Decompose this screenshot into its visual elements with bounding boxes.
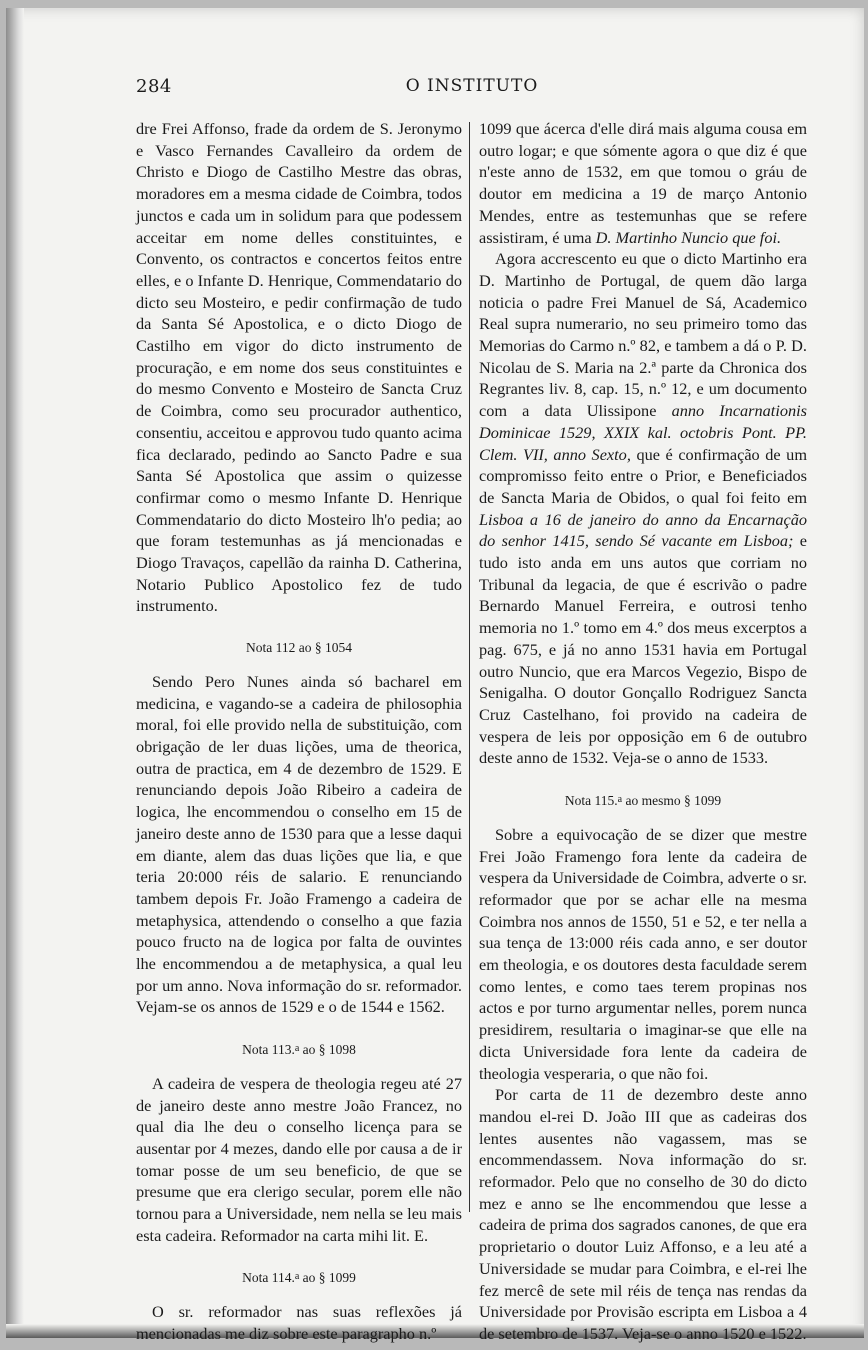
left-column: [136, 118, 462, 1345]
running-title: O INSTITUTO: [405, 76, 539, 96]
note-115-heading: [479, 789, 807, 812]
note-115-superscript: a: [617, 794, 623, 806]
note-113-text: A cadeira de vespera de theologia regeu até 27 de janeiro deste anno mestre João Francez, no qual dia lhe deu o conselho licença para se ausentar por 4 mezes, dando elle por causa a de ir tomar posse de um seu beneficio, de que se presume que era clerigo secular, porem elle não tornou para a Universidade, nem nella se leu mais esta cadeira. Reformador na carta mihi lit. E.: [136, 1073, 462, 1245]
note-114-paragraph-2: [479, 248, 807, 769]
note-115-reference: ao mesmo § 1099: [622, 793, 722, 809]
note-113-reference: ao § 1098: [299, 1042, 356, 1058]
note-114-continuation-text: 1099 que ácerca d'elle dirá mais alguma cousa em outro logar; e que sómente agora o que diz é que n'este anno de 1532, em que tomou o gráu de doutor em medicina a 19 de março Antonio Mendes, entre as testemunhas que se refere assistiram, é uma: [479, 119, 807, 247]
note-114-heading: [136, 1266, 462, 1289]
note-114-superscript: a: [294, 1271, 300, 1283]
p2-text-b: que é confirmação de um compromisso feito entre o Prior, e Beneficiados de Sancta Maria de Obidos, o qual foi feito em: [479, 444, 807, 507]
note-115-paragraph-1: Sobre a equivocação de se dizer que mestre Frei João Framengo fora lente da cadeira de vespera da Universidade de Coimbra, adverte o sr. reformador que por se achar elle na mesma Coimbra nos annos de 1550, 51 e 52, e ter nella a sua tença de 13:000 réis cada anno, e ser doutor em theologia, e os doutores desta faculdade serem como lentes, e como taes terem propinas nos actos e por turno argumentar nelles, porem nunca presidirem, resultaria o imaginar-se que elle na dicta Universidade fora lente da cadeira de theologia vesperaria, o que não foi.: [479, 824, 807, 1083]
note-114-reference: ao § 1099: [299, 1270, 356, 1286]
note-113-superscript: a: [294, 1043, 300, 1055]
note-112-text: Sendo Pero Nunes ainda só bacharel em medicina, e vagando-se a cadeira de philosophia moral, foi elle provido nella de substituição, com obrigação de ler duas lições, uma de theorica, outra de practica, em 4 de dezembro de 1529. E renunciando depois João Ribeiro a cadeira de logica, lhe encommendou o conselho em 15 de janeiro deste anno de 1530 para que a lesse daqui em diante, alem das duas lições que lia, e que teria 20:000 réis de salario. E renunciando tambem depois Fr. João Framengo a cadeira de metaphysica, attendendo o conselho a que fazia pouco fructo na de logica por falta de ouvintes lhe encommendou a de metaphysica, a qual leu por um anno. Nova informação do sr. reformador. Vejam-se os annos de 1529 e o de 1544 e 1562.: [136, 671, 462, 1017]
note-113-number: Nota 113.: [242, 1042, 295, 1058]
p2-italic-2: Lisboa a 16 de janeiro do anno da Encarnação do senhor 1415, sendo Sé vacante em Lisboa;: [479, 509, 807, 551]
page-gutter-shadow: [6, 8, 24, 1338]
note-114-number: Nota 114.: [242, 1270, 295, 1286]
note-115-number: Nota 115.: [564, 793, 618, 809]
p2-text-a: Agora accrescento eu que o dicto Martinho era D. Martinho de Portugal, de quem dão larga noticia o padre Frei Manuel de Sá, Academico Real supra numerario, no seu primeiro tomo das Memorias do Carmo n.º 82, e tambem a dá o P. D. Nicolau de S. Maria na 2.ª parte da Chronica dos Regrantes liv. 8, cap. 15, n.º 12, e um documento com a data Ulissipone: [479, 249, 807, 421]
note-115-paragraph-2: Por carta de 11 de dezembro deste anno mandou el-rei D. João III que as cadeiras dos lentes ausentes não vagassem, mas se encommendassem. Nova informação do sr. reformador. Pelo que no conselho de 30 do dicto mez e anno se lhe encommendou que lesse a cadeira de prima dos sagrados canones, de que era proprietario o doutor Luiz Affonso, e a leu até a Universidade se mudar para Coimbra, e el-rei lhe fez mercê de sete mil réis de tença nas rendas da Universidade por Provisão escripta em Lisboa a 4 de setembro de 1537. Veja-se o anno 1520 e 1522.: [479, 1085, 807, 1343]
note-113-heading: [136, 1038, 462, 1061]
column-divider: [469, 122, 470, 1212]
page-number: 284: [136, 76, 172, 97]
continued-paragraph: dre Frei Affonso, frade da ordem de S. Jeronymo e Vasco Fernandes Cavalleiro da ordem de Christo e Diogo de Castilho Mestre das obras, moradores em a mesma cidade de Coimbra, todos junctos e cada um in solidum para que podessem acceitar em nome delles constituintes, e Convento, os contractos e concertos feitos entre elles, e o Infante D. Henrique, Commendatario do dicto seu Mosteiro, e pedir confirmação de tudo da Santa Sé Apostolica, e o dicto Diogo de Castilho em vigor do dicto instrumento de procuração, e em nome dos seus constituintes e do mesmo Convento e Mosteiro de Sancta Cruz de Coimbra, como seu procurador authentico, consentiu, acceitou e approvou tudo quanto acima fica declarado, pedindo ao Sancto Padre e sua Santa Sé Apostolica que assim o quizesse confirmar como o mesmo Infante D. Henrique Commendatario do dicto Mosteiro lh'o pedia; ao que foram testemunhas as já mencionadas e Diogo Travaços, capellão da rainha D. Catherina, Notario Publico Apostolico fez de tudo instrumento.: [136, 119, 462, 616]
note-112-heading: Nota 112 ao § 1054: [246, 640, 352, 656]
p2-text-c: e tudo isto anda em uns autos que corriam no Tribunal da legacia, de que é escrivão o padre Bernardo Manuel Ferreira, e outrosi tenho memoria no 1.º tomo em 4.º dos meus excerptos a pag. 675, e já no anno 1531 havia em Portugal outro Nuncio, que era Marcos Vegezio, Bispo de Senigalha. O doutor Gonçallo Rodriguez Sancta Cruz Castelhano, foi provido na cadeira de vespera de leis por opposição em 6 de outubro deste anno de 1532. Veja-se o anno de 1533.: [479, 531, 807, 768]
p2-italic-1: anno Incarnationis Dominicae 1529, XXIX kal. octobris Pont. PP. Clem. VII, anno Sexto,: [479, 401, 807, 464]
note-114-continuation: [479, 118, 807, 248]
note-114-text: O sr. reformador nas suas reflexões já mencionadas me diz sobre este paragrapho n.º: [136, 1302, 462, 1343]
running-header: [136, 76, 808, 106]
right-column: [479, 118, 807, 1345]
note-114-continuation-italic: D. Martinho Nuncio que foi.: [595, 227, 782, 247]
